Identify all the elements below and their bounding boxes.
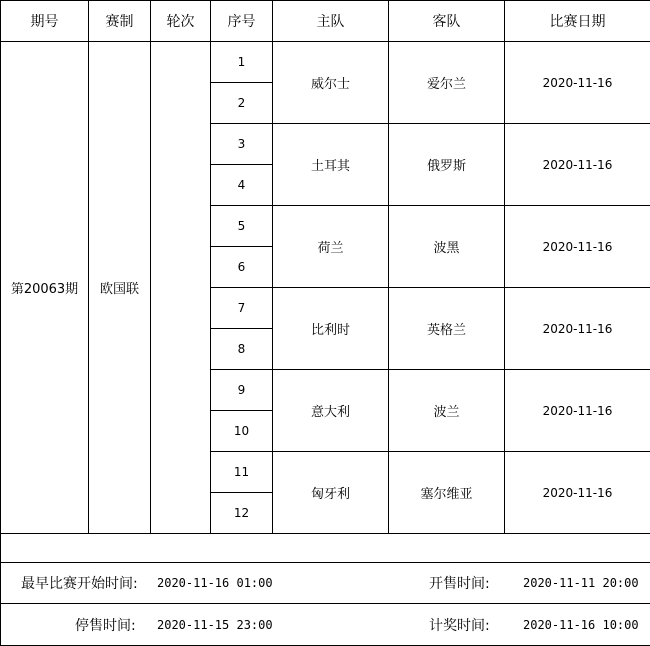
seq-cell: 9 [211, 370, 273, 411]
footer-row-start [0, 563, 650, 604]
seq-cell: 12 [211, 493, 273, 534]
header-date: 比赛日期 [505, 1, 650, 42]
round-cell [151, 42, 211, 534]
sale-stop-value: 2020-11-15 23:00 [157, 617, 273, 632]
seq-cell: 1 [211, 42, 273, 83]
home-team-cell: 比利时 [273, 288, 389, 370]
away-team-cell: 英格兰 [389, 288, 505, 370]
award-time-label: 计奖时间: [429, 617, 490, 634]
home-team-cell: 土耳其 [273, 124, 389, 206]
date-cell: 2020-11-16 [505, 124, 650, 206]
sale-stop-label: 停售时间: [75, 617, 136, 634]
sale-start-value: 2020-11-11 20:00 [523, 576, 639, 590]
sale-info-footer [0, 533, 650, 646]
seq-cell: 3 [211, 124, 273, 165]
date-cell: 2020-11-16 [505, 452, 650, 534]
header-home: 主队 [273, 1, 389, 42]
header-format: 赛制 [89, 1, 151, 42]
away-team-cell: 波兰 [389, 370, 505, 452]
header-away: 客队 [389, 1, 505, 42]
earliest-start-value: 2020-11-16 01:00 [157, 576, 273, 590]
format-cell: 欧国联 [89, 42, 151, 534]
seq-cell: 4 [211, 165, 273, 206]
home-team-cell: 荷兰 [273, 206, 389, 288]
date-cell: 2020-11-16 [505, 206, 650, 288]
date-cell: 2020-11-16 [505, 42, 650, 124]
away-team-cell: 俄罗斯 [389, 124, 505, 206]
away-team-cell: 爱尔兰 [389, 42, 505, 124]
date-cell: 2020-11-16 [505, 370, 650, 452]
footer-spacer-row [0, 534, 650, 563]
header-row [1, 1, 650, 42]
seq-cell: 10 [211, 411, 273, 452]
home-team-cell: 匈牙利 [273, 452, 389, 534]
issue-cell: 第20063期 [1, 42, 89, 534]
earliest-start-label: 最早比赛开始时间: [21, 576, 138, 592]
sale-start-label: 开售时间: [429, 576, 490, 592]
footer-row-stop [0, 604, 650, 646]
seq-cell: 8 [211, 329, 273, 370]
header-round: 轮次 [151, 1, 211, 42]
away-team-cell: 塞尔维亚 [389, 452, 505, 534]
seq-cell: 7 [211, 288, 273, 329]
home-team-cell: 意大利 [273, 370, 389, 452]
seq-cell: 2 [211, 83, 273, 124]
table-row [1, 42, 650, 83]
header-issue: 期号 [1, 1, 89, 42]
seq-cell: 6 [211, 247, 273, 288]
date-cell: 2020-11-16 [505, 288, 650, 370]
seq-cell: 11 [211, 452, 273, 493]
home-team-cell: 威尔士 [273, 42, 389, 124]
header-seq: 序号 [211, 1, 273, 42]
away-team-cell: 波黑 [389, 206, 505, 288]
award-time-value: 2020-11-16 10:00 [523, 617, 639, 632]
seq-cell: 5 [211, 206, 273, 247]
